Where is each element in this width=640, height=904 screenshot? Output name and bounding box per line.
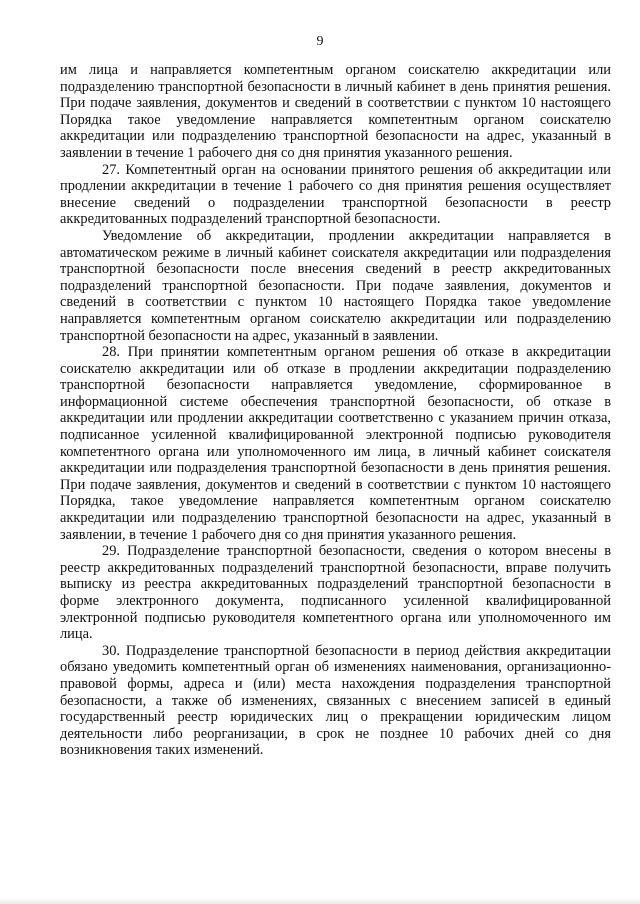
paragraph-28: 28. При принятии компетентным органом решения об отказе в аккредитации соискателю аккредитации или об отказе в продлении аккредитации подразделению транспортной безопасности направляется уведомление, сформированное в информационной системе обеспечения транспортной безопасности, об отказе в аккредитации или продлении аккредитации соответственно с указанием причин отказа, подписанное усиленной квалифицированной электронной подписью руководителя компетентного органа или уполномоченного им лица, в личный кабинет соискателя аккредитации или подразделения транспортной безопасности в день принятия решения. При подаче заявления, документов и сведений в соответствии с пунктом 10 настоящего Порядка, такое уведомление направляется компетентным органом соискателю аккредитации или подразделению транспортной безопасности на адрес, указанный в заявлении, в течение 1 рабочего дня со дня принятия указанного решения.: [60, 344, 611, 543]
paragraph-accreditation-notice: Уведомление об аккредитации, продлении аккредитации направляется в автоматическом режиме в личный кабинет соискателя аккредитации или подразделения транспортной безопасности после внесения сведений в реестр аккредитованных подразделений транспортной безопасности. При подаче заявления, документов и сведений в соответствии с пунктом 10 настоящего Порядка такое уведомление направляется компетентным органом соискателю аккредитации или подразделению транспортной безопасности на адрес, указанный в заявлении.: [60, 227, 611, 344]
document-body: [60, 62, 611, 759]
paragraph-continuation: им лица и направляется компетентным органом соискателю аккредитации или подразделению транспортной безопасности в личный кабинет в день принятия решения. При подаче заявления, документов и сведений в соответствии с пунктом 10 настоящего Порядка такое уведомление направляется компетентным органом соискателю аккредитации или подразделению транспортной безопасности на адрес, указанный в заявлении в течение 1 рабочего дня со дня принятия указанного решения.: [60, 62, 611, 161]
paragraph-29: 29. Подразделение транспортной безопасности, сведения о котором внесены в реестр аккредитованных подразделений транспортной безопасности, вправе получить выписку из реестра аккредитованных подразделений транспортной безопасности в форме электронного документа, подписанного усиленной квалифицированной электронной подписью руководителя компетентного органа или уполномоченного им лица.: [60, 543, 611, 643]
paragraph-27: 27. Компетентный орган на основании принятого решения об аккредитации или продлении аккредитации в течение 1 рабочего со дня принятия решения осуществляет внесение сведений о подразделении транспортной безопасности в реестр аккредитованных подразделений транспортной безопасности.: [60, 161, 611, 228]
page-number: 9: [316, 34, 324, 49]
scan-bottom-edge: [0, 898, 640, 904]
paragraph-30: 30. Подразделение транспортной безопасности в период действия аккредитации обязано уведомить компетентный орган об изменениях наименования, организационно-правовой формы, адреса и (или) места нахождения подразделения транспортной безопасности, а также об изменениях, связанных с внесением записей в единый государственный реестр юридических лиц о прекращении юридическим лицом деятельности либо реорганизации, в срок не позднее 10 рабочих дней со дня возникновения таких изменений.: [60, 642, 611, 759]
